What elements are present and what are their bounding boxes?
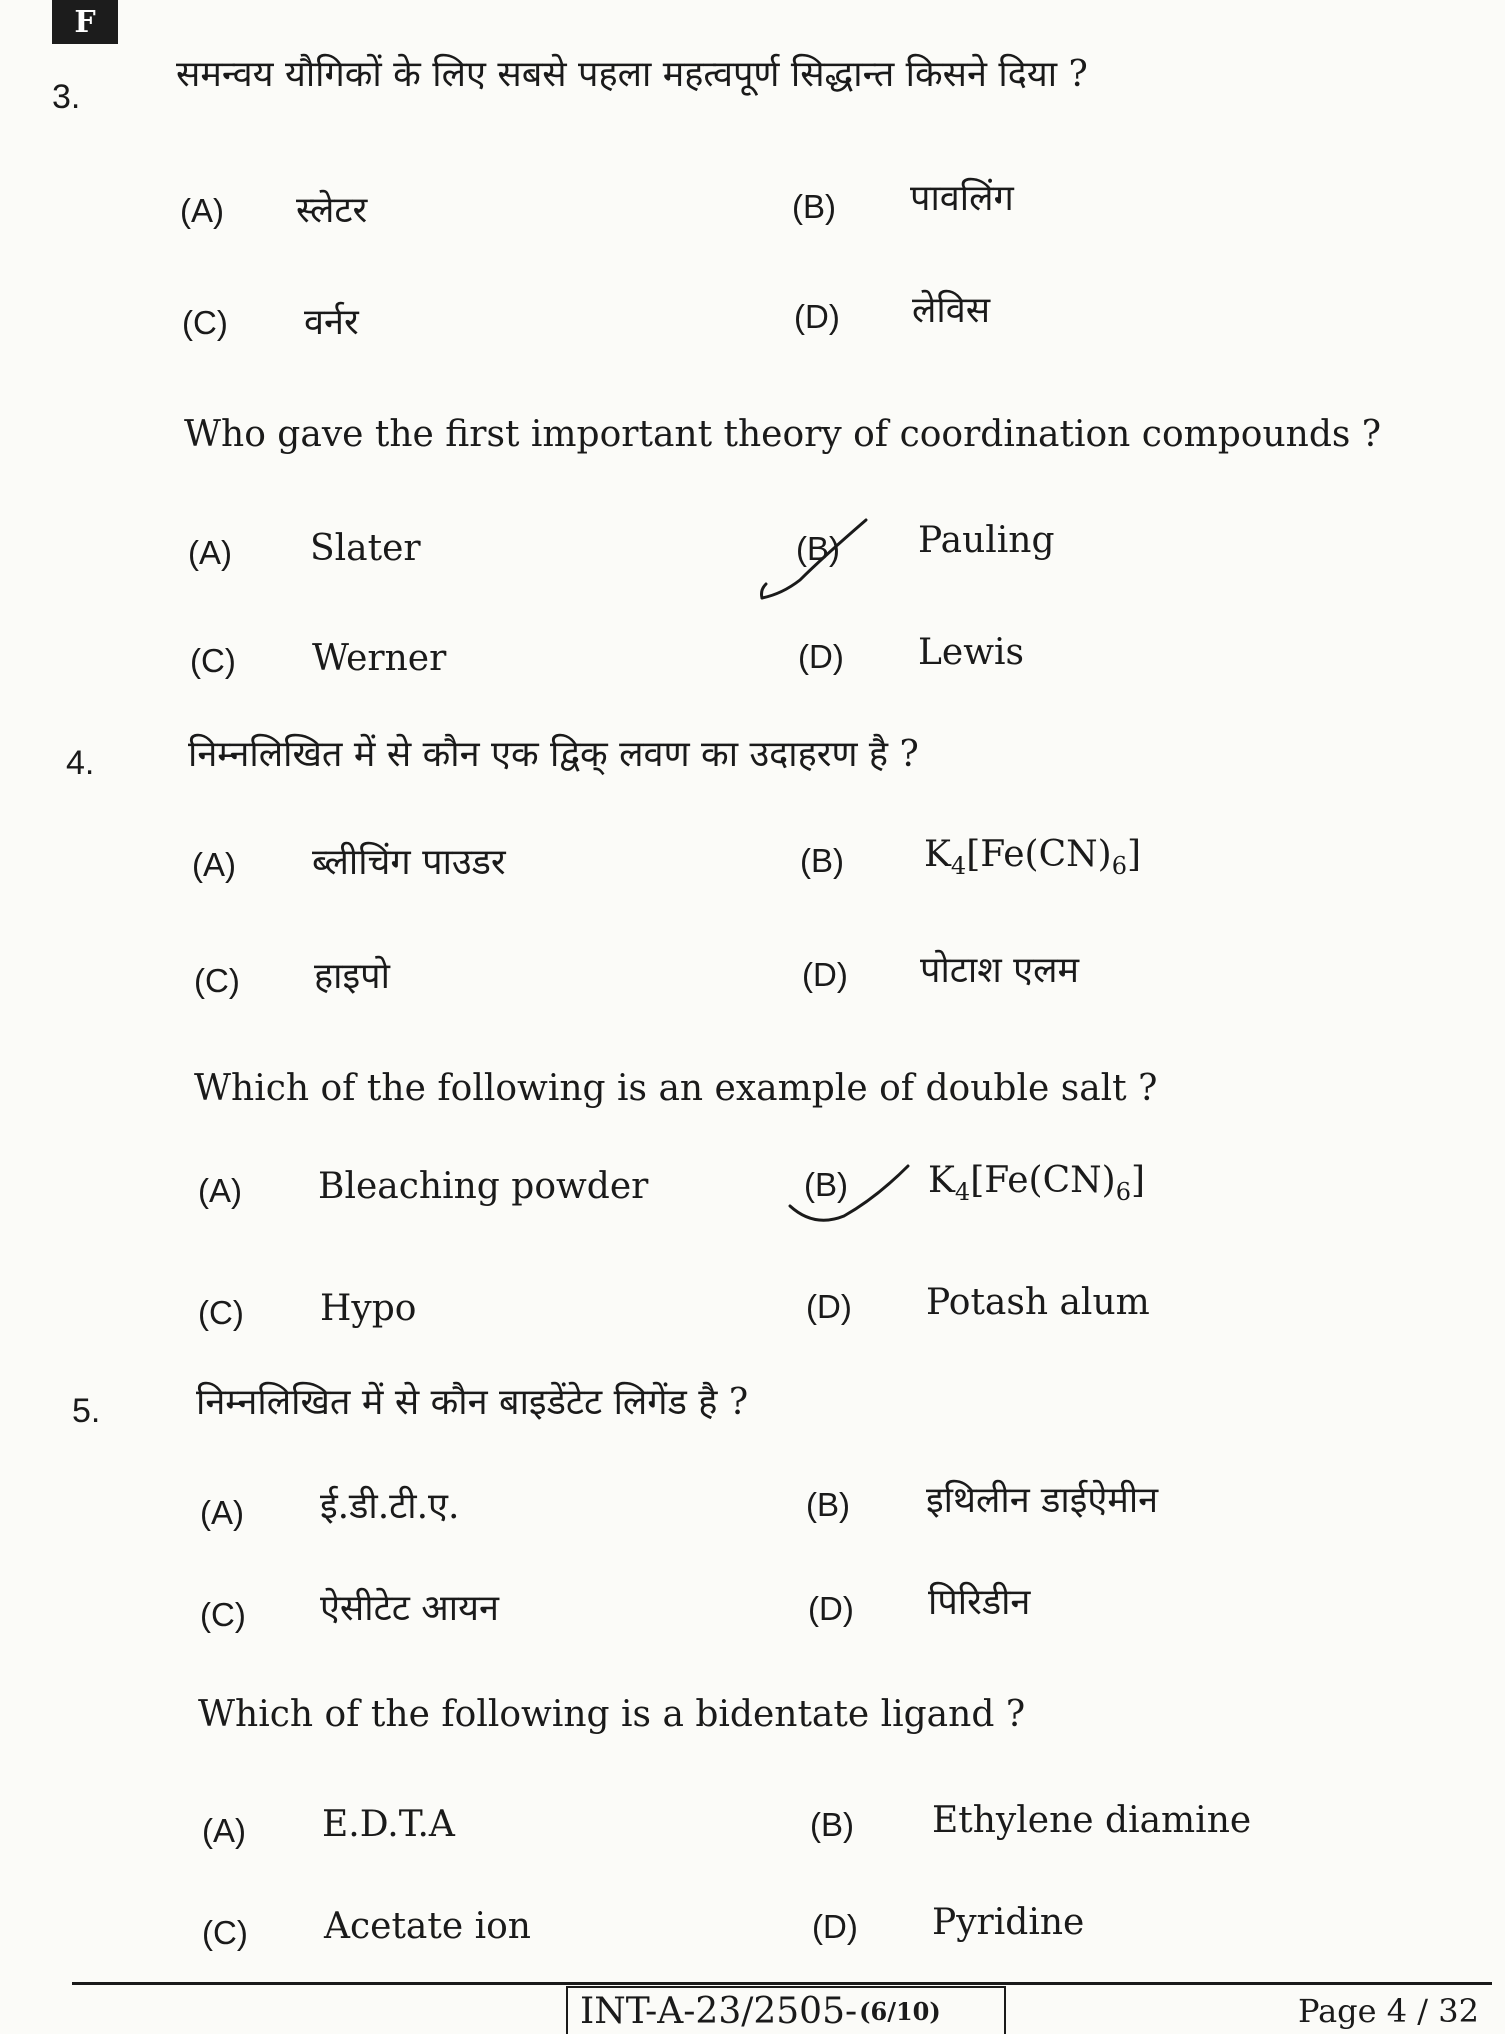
q5-english-option-b-letter: (B) [810, 1806, 854, 1843]
q5-english-option-d-text: Pyridine [932, 1902, 1085, 1943]
q5-english-option-a-letter: (A) [202, 1812, 246, 1849]
q3-english-option-a-text: Slater [310, 528, 421, 569]
question-5-number: 5. [72, 1392, 101, 1430]
question-4-number: 4. [66, 744, 95, 782]
q4-hindi-option-c-letter: (C) [194, 962, 240, 999]
paper-code-suffix: (6/10) [859, 1996, 941, 2026]
q5-hindi-option-c-letter: (C) [200, 1596, 246, 1633]
question-3-hindi: समन्वय यौगिकों के लिए सबसे पहला महत्वपूर्ण सिद्धान्त किसने दिया ? [176, 54, 1088, 95]
q3-english-option-c-letter: (C) [190, 642, 236, 679]
q3-english-option-d-text: Lewis [918, 632, 1025, 673]
q3-english-option-d-letter: (D) [798, 638, 844, 675]
q5-hindi-option-b-letter: (B) [806, 1486, 850, 1523]
q5-english-option-c-letter: (C) [202, 1914, 248, 1951]
question-5-hindi: निम्नलिखित में से कौन बाइडेंटेट लिगेंड है ? [196, 1382, 749, 1423]
q3-hindi-option-b-letter: (B) [792, 188, 836, 225]
q4-hindi-option-b-letter: (B) [800, 842, 844, 879]
q5-hindi-option-c-text: ऐसीटेट आयन [320, 1588, 499, 1629]
q4-hindi-option-a-text: ब्लीचिंग पाउडर [312, 842, 506, 883]
question-4-hindi: निम्नलिखित में से कौन एक द्विक् लवण का उदाहरण है ? [188, 734, 919, 775]
q3-english-option-a-letter: (A) [188, 534, 232, 571]
q4-english-option-d-letter: (D) [806, 1288, 852, 1325]
page-number: Page 4 / 32 [1298, 1992, 1479, 2030]
q3-hindi-option-a-text: स्लेटर [296, 190, 368, 231]
q4-english-option-b-letter: (B) [804, 1166, 848, 1203]
q3-hindi-option-c-text: वर्नर [304, 302, 359, 343]
q4-hindi-option-b-formula: $K_4[Fe(CN)_6]$ [924, 834, 1142, 880]
q5-english-option-a-text: E.D.T.A [322, 1804, 455, 1845]
q4-english-option-c-text: Hypo [320, 1288, 417, 1329]
q4-english-option-a-text: Bleaching powder [318, 1166, 649, 1207]
q3-english-option-c-text: Werner [312, 638, 447, 679]
question-5-english: Which of the following is a bidentate ligand ? [198, 1694, 1026, 1735]
q3-hindi-option-c-letter: (C) [182, 304, 228, 341]
q5-english-option-d-letter: (D) [812, 1908, 858, 1945]
q5-hindi-option-a-text: ई.डी.टी.ए. [320, 1486, 460, 1527]
q5-hindi-option-d-text: पिरिडीन [928, 1582, 1031, 1623]
paper-code-box [566, 1986, 1006, 2034]
q5-english-option-c-text: Acetate ion [324, 1906, 531, 1947]
q4-hindi-option-d-letter: (D) [802, 956, 848, 993]
q3-english-option-b-letter: (B) [796, 530, 840, 567]
q5-english-option-b-text: Ethylene diamine [932, 1800, 1252, 1841]
q5-hindi-option-a-letter: (A) [200, 1494, 244, 1531]
q3-hindi-option-b-text: पावलिंग [910, 178, 1014, 219]
q4-hindi-option-a-letter: (A) [192, 846, 236, 883]
q4-hindi-option-c-text: हाइपो [314, 956, 390, 997]
q3-english-option-b-text: Pauling [918, 520, 1055, 561]
q5-hindi-option-b-text: इथिलीन डाईऐमीन [926, 1480, 1159, 1521]
q4-english-option-c-letter: (C) [198, 1294, 244, 1331]
q4-english-option-a-letter: (A) [198, 1172, 242, 1209]
q4-english-option-d-text: Potash alum [926, 1282, 1150, 1323]
q3-hindi-option-a-letter: (A) [180, 192, 224, 229]
footer-rule [72, 1982, 1492, 1985]
q3-hindi-option-d-letter: (D) [794, 298, 840, 335]
q5-hindi-option-d-letter: (D) [808, 1590, 854, 1627]
question-3-english: Who gave the first important theory of coordination compounds ? [184, 414, 1382, 455]
q4-hindi-option-d-text: पोटाश एलम [920, 950, 1080, 991]
q4-english-option-b-formula: $K_4[Fe(CN)_6]$ [928, 1160, 1146, 1206]
q3-hindi-option-d-text: लेविस [912, 290, 991, 331]
question-4-english: Which of the following is an example of double salt ? [194, 1068, 1158, 1109]
paper-set-mark: F [52, 0, 118, 44]
question-3-number: 3. [52, 78, 81, 116]
paper-code: INT-A-23/2505- [580, 1990, 858, 2032]
